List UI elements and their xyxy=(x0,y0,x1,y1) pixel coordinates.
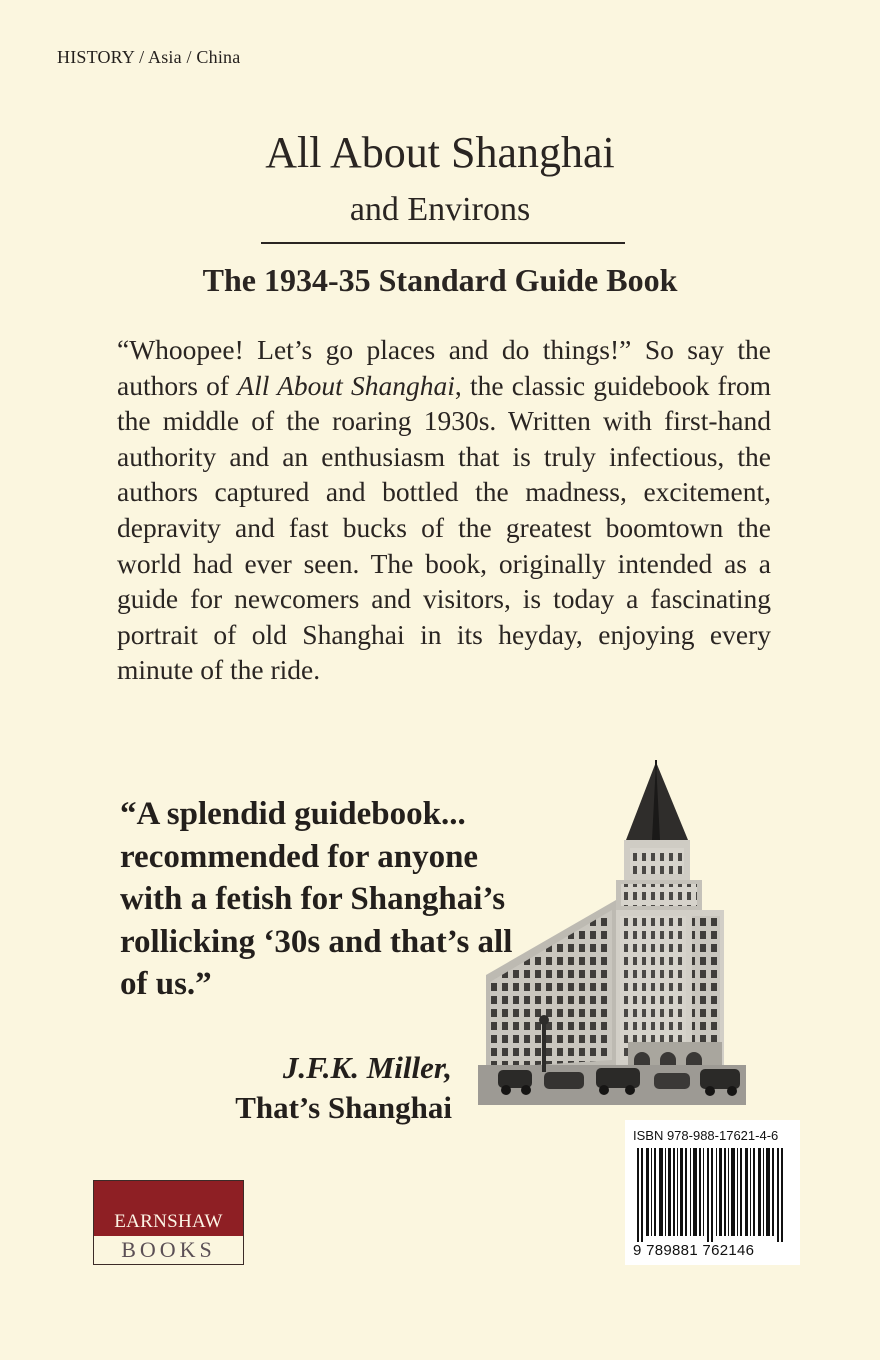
review-author: J.F.K. Miller, xyxy=(282,1050,452,1085)
book-tagline: The 1934-35 Standard Guide Book xyxy=(202,262,678,298)
book-blurb xyxy=(117,332,771,688)
logo-line-1: EARNSHAW xyxy=(114,1211,223,1232)
review-quote: “A splendid guidebook... recommended for anyone with a fetish for Shanghai’s rollicking ‘30s and that’s all of us.” xyxy=(120,796,513,1002)
barcode-digits: 9 789881 762146 xyxy=(633,1242,755,1259)
review-publication: That’s Shanghai xyxy=(235,1090,452,1125)
logo-line-2: BOOKS xyxy=(121,1237,216,1262)
blurb-book-title: All About Shanghai xyxy=(237,369,455,401)
building-photo xyxy=(478,760,746,1105)
title-divider xyxy=(261,242,625,244)
blurb-part-2: , the classic guidebook from the middle of the roaring 1930s. Written with first-hand authority and an enthusiasm that is truly infectious, the authors captured and bottled the madness, excitement, depravity and fast bucks of the greatest boomtown the world had ever seen. The book, originally intended as a guide for newcomers and visitors, is today a fascinating portrait of old Shanghai in its heyday, enjoying every minute of the ride. xyxy=(117,369,771,686)
blurb-part-1: “Whoopee! Let’s go places and do things!” So say the authors of xyxy=(117,334,771,401)
book-subtitle: and Environs xyxy=(349,191,531,228)
publisher-logo xyxy=(93,1180,244,1265)
category-label: HISTORY / Asia / China xyxy=(57,47,241,67)
barcode-icon xyxy=(637,1148,789,1242)
barcode-panel xyxy=(625,1120,800,1265)
book-title: All About Shanghai xyxy=(265,128,615,177)
isbn-label: ISBN 978-988-17621-4-6 xyxy=(633,1128,779,1143)
